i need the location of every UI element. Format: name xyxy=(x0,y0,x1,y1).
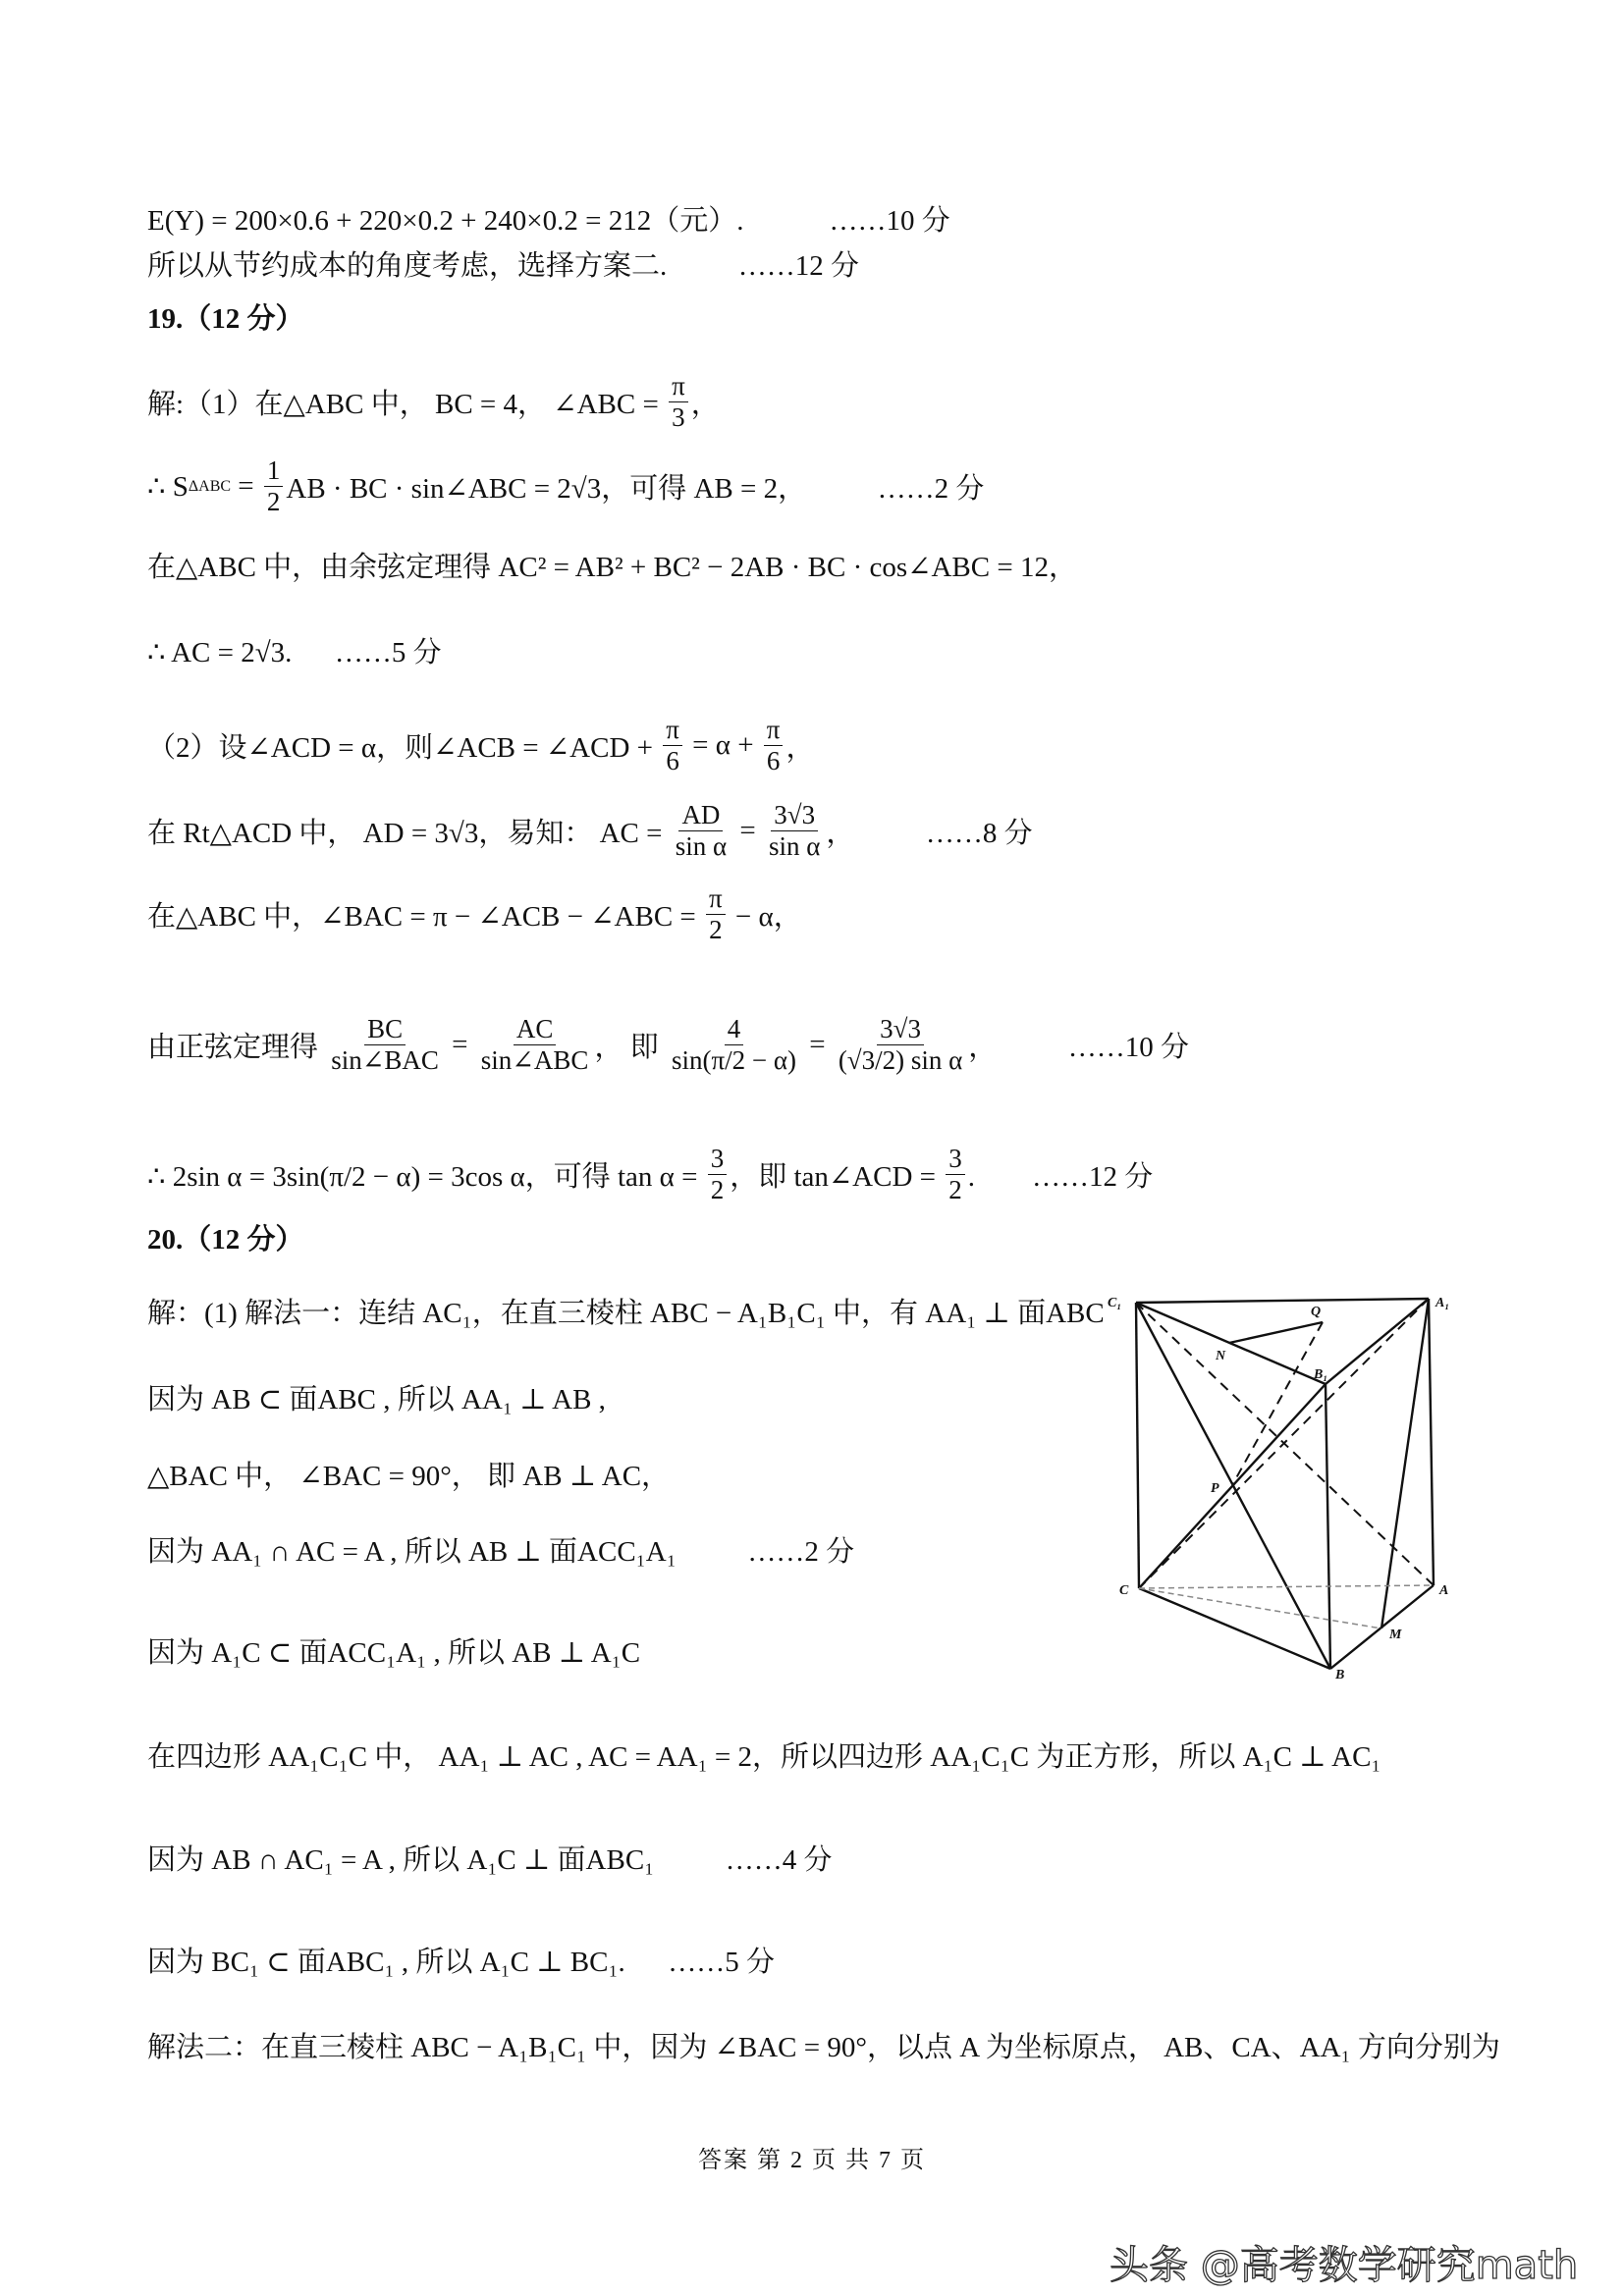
text-line xyxy=(147,800,1033,862)
text-line xyxy=(147,1940,775,1980)
numerator: π xyxy=(663,715,682,746)
label-q: Q xyxy=(1311,1305,1322,1319)
text-line xyxy=(147,630,442,670)
fraction xyxy=(766,800,823,862)
text-run: 解:（1）在△ABC 中， BC = 4， ∠ABC = xyxy=(147,389,667,421)
text-run: 在△ABC 中，由余弦定理得 AC² = AB² + BC² − 2AB · BC · cos∠ABC = 12， xyxy=(147,552,1077,583)
text-line xyxy=(147,243,859,284)
text-line xyxy=(147,1735,1381,1775)
fraction xyxy=(478,1014,592,1076)
numerator: 1 xyxy=(264,455,284,487)
text-run: . ……12 分 xyxy=(967,1161,1154,1194)
text-run: 解：(1) 解法一：连结 AC₁，在直三棱柱 ABC − A₁B₁C₁ 中，有 AA₁ ⊥ 面ABC xyxy=(147,1298,1105,1329)
numerator: AD xyxy=(678,800,723,831)
denominator: 2 xyxy=(709,915,723,945)
numerator: 3 xyxy=(708,1144,728,1175)
label-n: N xyxy=(1216,1349,1226,1363)
denominator: 3 xyxy=(672,402,685,433)
text-run: 19.（12 分） xyxy=(147,303,304,335)
text-line xyxy=(147,715,814,776)
numerator: 4 xyxy=(725,1014,744,1045)
label-a1: A₁ xyxy=(1435,1296,1450,1310)
text-run: ∴ 2sin α = 3sin(π/2 − α) = 3cos α，可得 tan α = xyxy=(147,1161,705,1194)
text-run: ∴ AC = 2√3. ……5 分 xyxy=(147,637,442,668)
text-run: = α + xyxy=(684,729,761,762)
fraction xyxy=(706,883,726,945)
fraction xyxy=(946,1144,965,1205)
fraction xyxy=(764,715,784,776)
text-run: 在四边形 AA₁C₁C 中， AA₁ ⊥ AC , AC = AA₁ = 2，所以四边形 AA₁C₁C 为正方形，所以 A₁C ⊥ AC₁ xyxy=(147,1741,1381,1773)
text-run: 因为 AB ∩ AC₁ = A , 所以 A₁C ⊥ 面ABC₁ ……4 分 xyxy=(147,1844,833,1876)
label-c1: C₁ xyxy=(1108,1296,1122,1310)
page-footer: 答案 第 2 页 共 7 页 xyxy=(698,2148,926,2173)
denominator: sin∠ABC xyxy=(480,1045,589,1076)
text-run: 所以从节约成本的角度考虑，选择方案二. ……12 分 xyxy=(147,250,860,282)
text-run: （2）设∠ACD = α，则∠ACB = ∠ACD + xyxy=(147,732,661,765)
prism-figure xyxy=(1100,1276,1492,1708)
text-run: △BAC 中， ∠BAC = 90°， 即 AB ⊥ AC， xyxy=(147,1461,671,1492)
edge-c1-a1 xyxy=(1136,1299,1429,1303)
text-run: ， 即 xyxy=(594,1032,666,1064)
denominator: 6 xyxy=(666,746,679,776)
edge-a1-m xyxy=(1381,1299,1429,1629)
numerator: π xyxy=(764,715,784,746)
denominator: 2 xyxy=(266,487,281,517)
text-run: 由正弦定理得 xyxy=(147,1032,326,1064)
text-line xyxy=(147,545,1077,585)
fraction xyxy=(264,455,284,517)
text-run: ∴ S xyxy=(147,471,189,504)
fraction xyxy=(328,1014,442,1076)
fraction xyxy=(836,1014,965,1076)
edge-c-b1 xyxy=(1139,1384,1326,1588)
denominator: sin∠BAC xyxy=(331,1045,439,1076)
dashed-c-m xyxy=(1139,1588,1381,1629)
text-line xyxy=(147,296,304,337)
numerator: π xyxy=(706,883,726,915)
text-run: 因为 BC₁ ⊂ 面ABC₁ , 所以 A₁C ⊥ BC₁. ……5 分 xyxy=(147,1947,776,1978)
edge-c1-c xyxy=(1136,1303,1139,1588)
text-run: = xyxy=(732,815,763,847)
fraction xyxy=(663,715,682,776)
fraction xyxy=(673,800,730,862)
edge-a1-a xyxy=(1429,1299,1434,1585)
text-line xyxy=(147,1014,1189,1076)
text-run: AB · BC · sin∠ABC = 2√3，可得 AB = 2， ……2 分 xyxy=(286,473,985,506)
text-line xyxy=(147,1529,854,1570)
text-line xyxy=(147,1144,1153,1205)
edge-b1-a1 xyxy=(1326,1299,1429,1384)
subscript: ΔABC xyxy=(188,477,232,495)
text-line xyxy=(147,1630,640,1671)
numerator: π xyxy=(669,371,688,402)
text-line xyxy=(147,1377,606,1417)
text-run: 因为 AA₁ ∩ AC = A , 所以 AB ⊥ 面ACC₁A₁ ……2 分 xyxy=(147,1536,855,1568)
label-m: M xyxy=(1389,1628,1402,1642)
label-b: B xyxy=(1335,1668,1345,1682)
text-run: − α， xyxy=(728,901,802,934)
denominator: 6 xyxy=(766,746,781,776)
text-run: 因为 A₁C ⊂ 面ACC₁A₁ , 所以 AB ⊥ A₁C xyxy=(147,1637,641,1669)
text-run: 在△ABC 中，∠BAC = π − ∠ACB − ∠ABC = xyxy=(147,901,704,934)
watermark: 头条 @高考数学研究math xyxy=(1110,2243,1579,2288)
text-run: ， xyxy=(690,389,720,421)
denominator: (√3/2) sin α xyxy=(838,1045,963,1076)
denominator: 2 xyxy=(710,1175,725,1205)
text-line xyxy=(147,883,802,945)
text-line xyxy=(147,2025,1500,2065)
denominator: sin α xyxy=(769,831,821,862)
fraction xyxy=(708,1144,728,1205)
text-run: 因为 AB ⊂ 面ABC , 所以 AA₁ ⊥ AB , xyxy=(147,1384,606,1415)
denominator: sin α xyxy=(675,831,728,862)
text-run: ， ……10 分 xyxy=(968,1032,1190,1064)
denominator: 2 xyxy=(948,1175,962,1205)
text-run: ， ……8 分 xyxy=(826,818,1033,850)
label-p: P xyxy=(1211,1481,1219,1496)
text-run: ， xyxy=(785,732,815,765)
text-line xyxy=(147,371,720,433)
text-run: = xyxy=(444,1029,475,1061)
text-run: E(Y) = 200×0.6 + 220×0.2 + 240×0.2 = 212（元）. ……10 分 xyxy=(147,205,950,237)
text-line xyxy=(147,455,984,517)
edge-c-b xyxy=(1139,1588,1330,1669)
text-line xyxy=(147,1454,670,1494)
label-a: A xyxy=(1439,1583,1449,1598)
edge-b1-b xyxy=(1326,1384,1330,1669)
denominator: sin(π/2 − α) xyxy=(671,1045,796,1076)
text-run: 在 Rt△ACD 中， AD = 3√3，易知： AC = xyxy=(147,818,670,850)
numerator: 3 xyxy=(946,1144,965,1175)
fraction xyxy=(669,371,688,433)
dashed-a1-c xyxy=(1139,1299,1429,1588)
label-c: C xyxy=(1119,1583,1129,1598)
numerator: 3√3 xyxy=(771,800,818,831)
numerator: BC xyxy=(364,1014,406,1045)
text-run: = xyxy=(231,470,261,503)
edge-n-q xyxy=(1229,1322,1323,1343)
numerator: 3√3 xyxy=(877,1014,924,1045)
numerator: AC xyxy=(514,1014,557,1045)
text-run: = xyxy=(801,1029,833,1061)
text-line xyxy=(147,198,950,239)
text-run: 解法二：在直三棱柱 ABC − A₁B₁C₁ 中，因为 ∠BAC = 90°，以点 A 为坐标原点， AB、CA、AA₁ 方向分别为 xyxy=(147,2032,1500,2063)
text-run: 20.（12 分） xyxy=(147,1224,304,1255)
label-b1: B₁ xyxy=(1314,1367,1328,1382)
text-line xyxy=(147,1217,304,1257)
text-line xyxy=(147,1838,833,1878)
text-run: ，即 tan∠ACD = xyxy=(730,1161,944,1194)
text-line xyxy=(147,1291,1105,1331)
fraction xyxy=(669,1014,799,1076)
